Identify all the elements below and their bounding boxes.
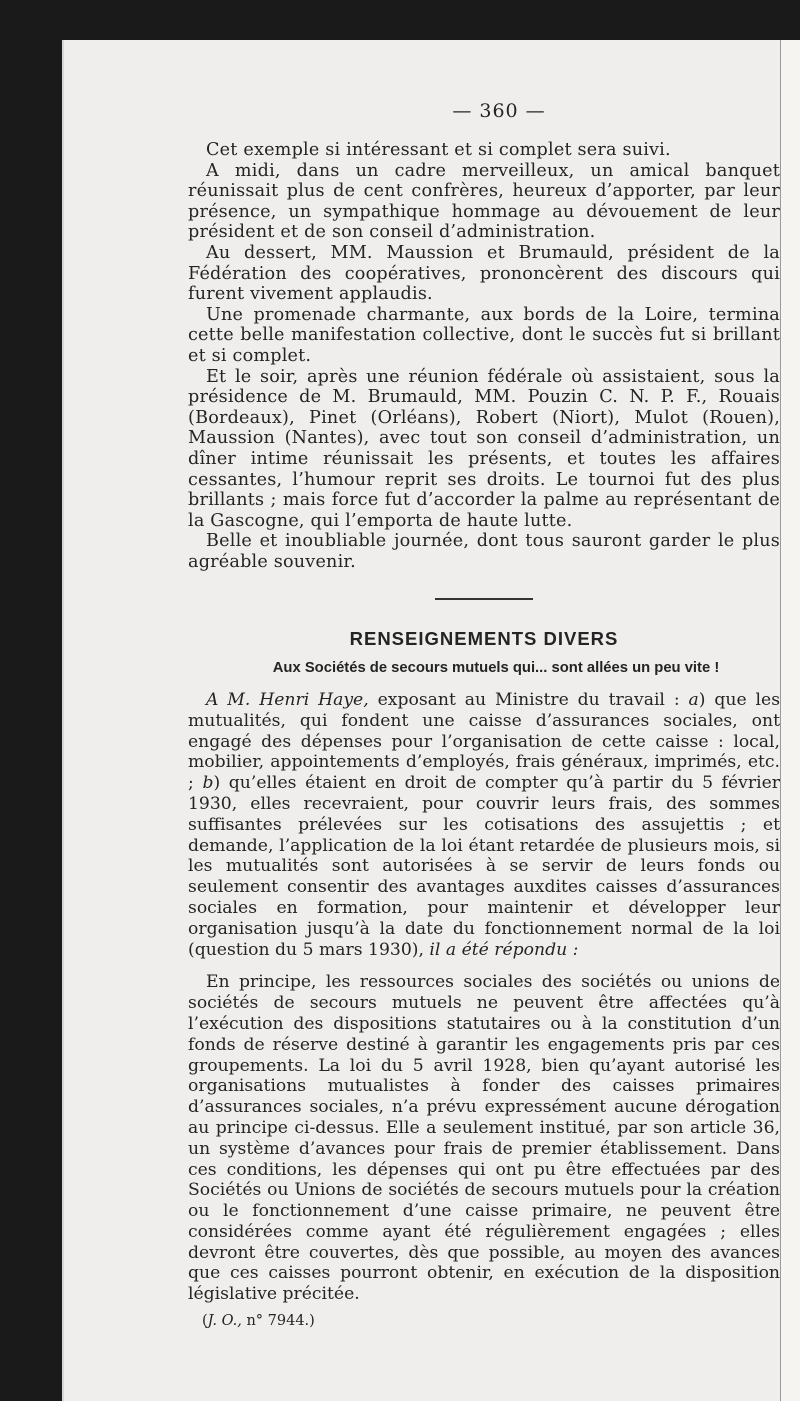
answer-paragraph: En principe, les ressources sociales des sociétés ou unions de sociétés de secours mutuels ne peuvent être affectées qu’à l’exécution des dispositions statutaires ou à la constitution d’un fonds de réserve destiné à garantir les engagements pris par ces groupements. La loi du 5 avril 1928, bien qu’ayant autorisé les organisations mutualistes à fonder des caisses primaires d’assurances sociales, n’a prévu expressément aucune dérogation au principe ci-dessus. Elle a seulement institué, par son article 36, un système d’avances pour frais de premier établissement. Dans ces conditions, les dépenses qui ont pu être effectuées par des Sociétés ou Unions de sociétés de secours mutuels pour la création ou le fonctionnement d’une caisse primaire, ne peuvent être considérées comme ayant été régulièrement engagées ; elles devront être couvertes, dès que possible, au moyen des avances que ces caisses pourront obtenir, en exécution de la disposition législative précitée. (188, 972, 780, 1305)
enum-marker: a (688, 689, 699, 710)
citation: (J. O., n° 7944.) (202, 1313, 315, 1330)
paragraph: Belle et inoubliable journée, dont tous sauront garder le plus agréable souvenir. (188, 531, 780, 572)
section-divider (435, 598, 533, 600)
answer-intro: il a été répondu : (429, 939, 579, 960)
citation-source: J. O., (207, 1313, 242, 1330)
paragraph: Cet exemple si intéressant et si complet sera suivi. (206, 140, 671, 160)
paragraph: Et le soir, après une réunion fédérale où assistaient, sous la présidence de M. Brumauld, MM. Pouzin C. N. P. F., Rouais (Bordeaux), Pinet (Orléans), Robert (Niort), Mulot (Rouen), Maussion (Nantes), avec tout son conseil d’administration, un dîner intime réunissait les présents, et toutes les affaires cessantes, l’humour reprit ses droits. Le tournoi fut des plus brillants ; mais force fut d’accorder la palme au représentant de la Gascogne, qui l’emporta de haute lutte. (188, 366, 780, 531)
question-text: ) qu’elles étaient en droit de compter qu’à partir du 5 février 1930, elles recevraient, pour couvrir leurs frais, des sommes suffisantes prélevées sur les cotisations des assujettis ; et demande, l’application de la loi étant retardée de plusieurs mois, si les mutualités sont autorisées à se servir de leurs fonds ou seulement consentir des avantages auxdites caisses d’assurances sociales en formation, pour maintenir et développer leur organisation jusqu’à la date du fonctionnement normal de la loi (question du 5 mars 1930), (188, 773, 780, 960)
section-title: RENSEIGNEMENTS DIVERS (349, 627, 619, 649)
question-answer-section (188, 690, 780, 1329)
page-number: — 360 — (452, 100, 546, 122)
section-subtitle: Aux Sociétés de secours mutuels qui... sont allées un peu vite ! (272, 659, 720, 676)
page-edge (780, 40, 800, 1401)
addressee: A M. Henri Haye, (206, 689, 369, 710)
question-text: ) que les mutualités, qui fondent une caisse d’assurances sociales, ont engagé des dépenses pour l’organisation de cette caisse : local, mobilier, appointements d’employés, frais généraux, imprimés, etc. ; (188, 689, 781, 794)
enum-marker: b (202, 773, 214, 794)
paragraph: Au dessert, MM. Maussion et Brumauld, président de la Fédération des coopératives, prononcèrent des discours qui furent vivement applaudis. (188, 242, 780, 305)
document-body (188, 100, 780, 1329)
citation-number: n° 7944. (241, 1313, 310, 1330)
paragraph: Une promenade charmante, aux bords de la Loire, termina cette belle manifestation collective, dont le succès fut si brillant et si complet. (188, 304, 780, 366)
question-text: exposant au Ministre du travail : (368, 689, 689, 710)
paragraph: A midi, dans un cadre merveilleux, un amical banquet réunissait plus de cent confrères, heureux d’apporter, par leur présence, un sympathique hommage au dévouement de leur président et de son conseil d’administration. (188, 160, 780, 243)
report-section (188, 140, 780, 572)
question-paragraph (188, 690, 780, 960)
